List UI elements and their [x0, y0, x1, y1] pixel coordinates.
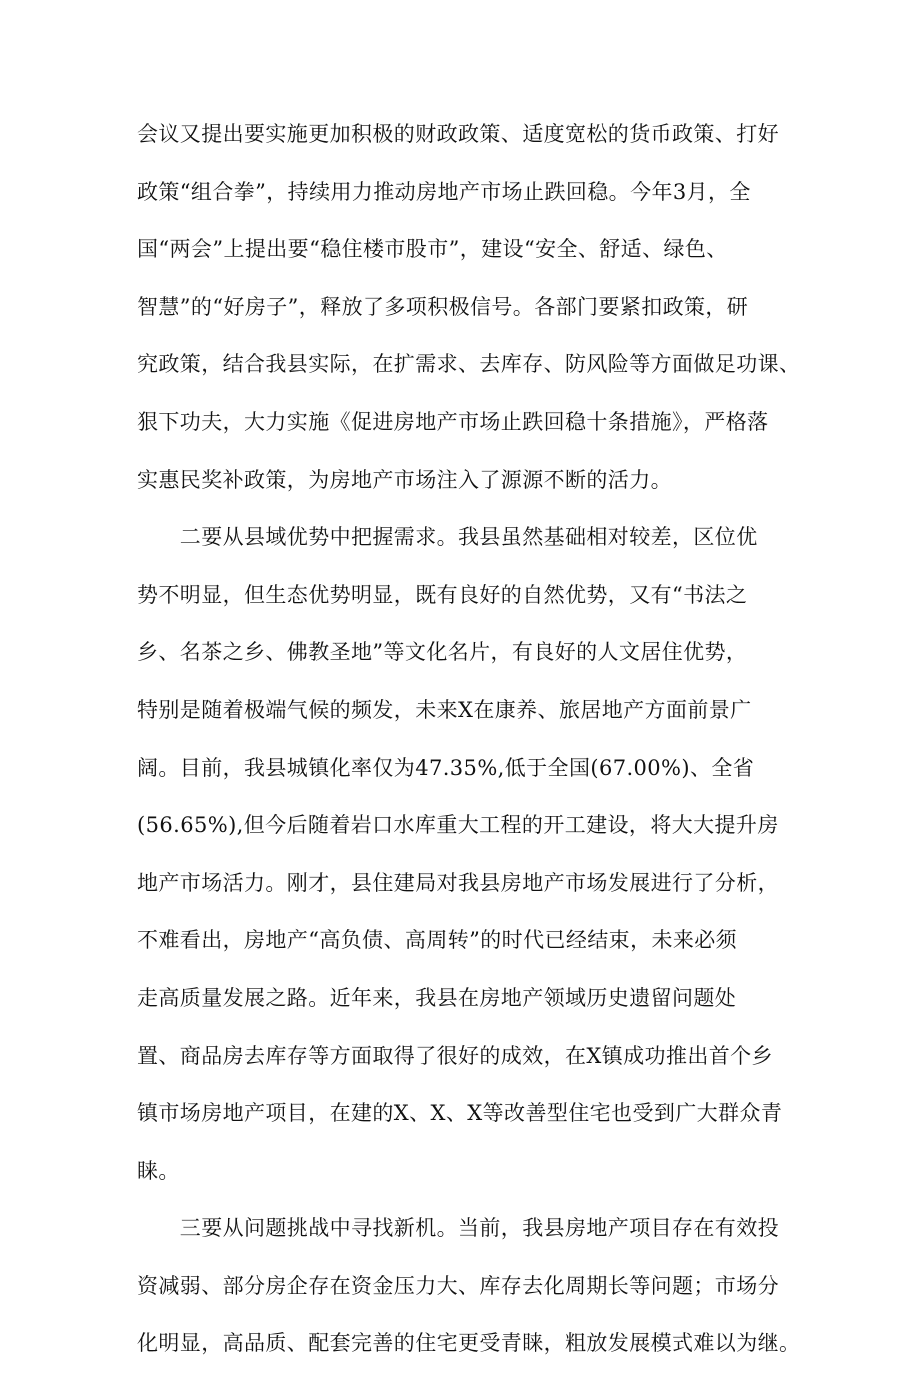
text-line: 地产市场活力。刚才，县住建局对我县房地产市场发展进行了分析，	[137, 870, 779, 895]
text-line: 化明显，高品质、配套完善的住宅更受青睐，粗放发展模式难以为继。	[137, 1331, 801, 1356]
paragraph-county-advantage	[137, 509, 797, 1200]
text-line: 资减弱、部分房企存在资金压力大、库存去化周期长等问题；市场分	[137, 1273, 779, 1298]
text-line: 智慧”的“好房子”，释放了多项积极信号。各部门要紧扣政策，研	[137, 294, 749, 319]
text-line: 国“两会”上提出要“稳住楼市股市”，建设“安全、舒适、绿色、	[137, 237, 728, 262]
text-line: 狠下功夫，大力实施《促进房地产市场止跌回稳十条措施》，严格落	[137, 409, 769, 434]
text-line: 实惠民奖补政策，为房地产市场注入了源源不断的活力。	[137, 467, 672, 492]
text-line: 势不明显，但生态优势明显，既有良好的自然优势，又有“书法之	[137, 582, 748, 607]
document-body	[137, 106, 801, 1373]
text-line: 走高质量发展之路。近年来，我县在房地产领域历史遗留问题处	[137, 985, 737, 1010]
text-line: 究政策，结合我县实际，在扩需求、去库存、防风险等方面做足功课、	[137, 352, 801, 377]
text-line: 置、商品房去库存等方面取得了很好的成效，在X镇成功推出首个乡	[137, 1043, 773, 1068]
text-line: 特别是随着极端气候的频发，未来X在康养、旅居地产方面前景广	[137, 697, 752, 722]
text-line: 睐。	[137, 1158, 180, 1183]
text-line: (56.65%),但今后随着岩口水库重大工程的开工建设，将大大提升房	[137, 813, 779, 838]
paragraph-challenges	[137, 1200, 801, 1373]
text-line: 会议又提出要实施更加积极的财政政策、适度宽松的货币政策、打好	[137, 122, 779, 146]
text-line: 二要从县域优势中把握需求。我县虽然基础相对较差，区位优	[137, 525, 758, 550]
text-line: 三要从问题挑战中寻找新机。当前，我县房地产项目存在有效投	[137, 1216, 779, 1241]
text-line: 阔。目前，我县城镇化率仅为47.35%,低于全国(67.00%)、全省	[137, 755, 755, 780]
paragraph-policy	[137, 106, 801, 509]
text-line: 政策“组合拳”，持续用力推动房地产市场止跌回稳。今年3月，全	[137, 179, 751, 204]
text-line: 不难看出，房地产“高负债、高周转”的时代已经结束，未来必须	[137, 928, 738, 953]
text-line: 镇市场房地产项目，在建的X、X、X等改善型住宅也受到广大群众青	[137, 1101, 783, 1126]
text-line: 乡、名茶之乡、佛教圣地”等文化名片，有良好的人文居住优势，	[137, 640, 748, 665]
